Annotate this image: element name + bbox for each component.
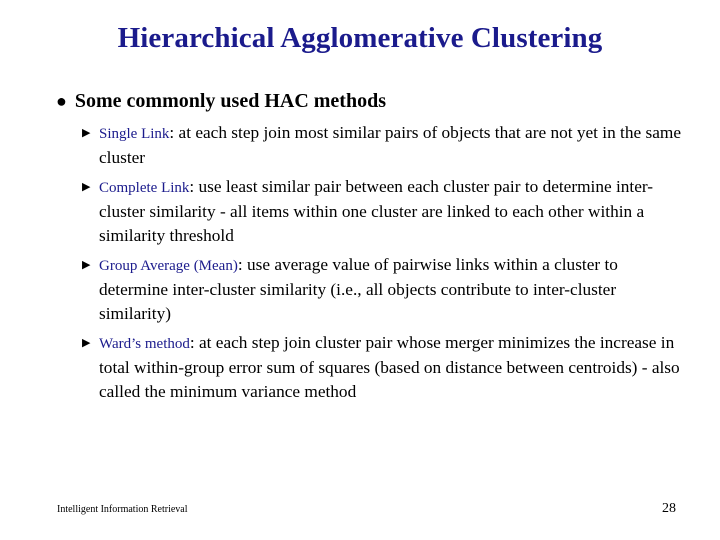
page-number: 28 [662,501,676,516]
list-item-group-average [82,253,682,326]
method-description: : use average value of pairwise links within a cluster to determine inter-cluster similarity (i.e., all objects contribute to inter-cluster similarity) [99,255,618,323]
method-description: : at each step join cluster pair whose merger minimizes the increase in total within-group error sum of squares (based on distance between centroids) - also called the minimum variance method [99,333,680,401]
list-item-single-link [82,121,682,170]
footer-text: Intelligent Information Retrieval [57,504,188,515]
list-item-complete-link [82,175,682,248]
slide-title: Hierarchical Agglomerative Clustering [117,22,603,54]
method-term: Complete Link [99,180,190,196]
methods-list [82,121,682,409]
method-term: Group Average (Mean) [99,258,238,274]
main-bullet-text: Some commonly used HAC methods [74,90,386,112]
method-description: : use least similar pair between each cluster pair to determine inter-cluster similarity - all items within one cluster are linked to each other within a similarity threshold [99,177,654,245]
main-bullet [56,90,386,113]
method-description: : at each step join most similar pairs of objects that are not yet in the same cluster [99,123,681,167]
triangle-right-icon: ▶ [82,259,91,271]
triangle-right-icon: ▶ [82,181,91,193]
method-term: Ward’s method [99,336,190,352]
triangle-right-icon: ▶ [82,337,91,349]
round-bullet-icon: ● [56,91,67,111]
list-item-wards-method [82,331,682,404]
method-term: Single Link [99,126,170,142]
triangle-right-icon: ▶ [82,127,91,139]
